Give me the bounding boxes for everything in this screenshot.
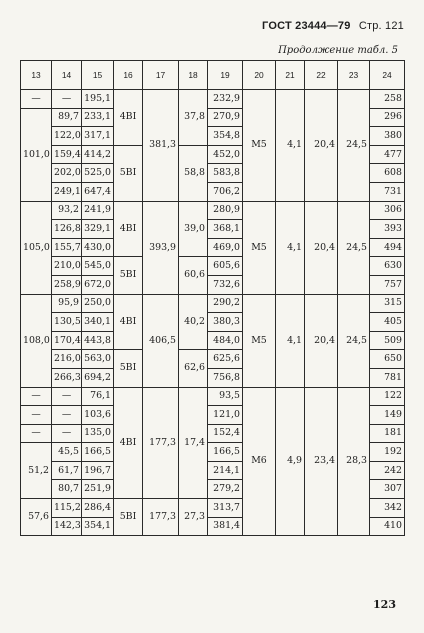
cell-col19: 152,4 [208,424,243,443]
table-row [21,294,405,313]
cell-col13: 57,6 [21,499,52,536]
cell-col24: 307 [370,480,405,499]
col-header-19: 19 [208,61,243,90]
cell-col13: 51,2 [21,443,52,499]
cell-col24: 380 [370,127,405,146]
cell-col24: 781 [370,368,405,387]
cell-col14: 159,4 [52,145,82,164]
cell-col14: 122,0 [52,127,82,146]
data-table-wrap [20,60,404,536]
cell-col16: 5BI [114,350,143,387]
cell-col18: 17,4 [179,387,208,499]
col-header-17: 17 [143,61,179,90]
cell-col14: 61,7 [52,461,82,480]
cell-col21: 4,9 [276,387,305,536]
cell-col18: 60,6 [179,257,208,294]
cell-col14: 170,4 [52,331,82,350]
cell-col13: — [21,406,52,425]
cell-col20: M6 [243,387,276,536]
cell-col24: 731 [370,182,405,201]
cell-col24: 393 [370,220,405,239]
cell-col18: 40,2 [179,294,208,350]
cell-col14: 210,0 [52,257,82,276]
col-header-18: 18 [179,61,208,90]
page-number: 123 [373,598,396,611]
cell-col14: 45,5 [52,443,82,462]
cell-col13: — [21,387,52,406]
table-body [21,90,405,536]
cell-col14: — [52,90,82,109]
data-table [20,60,405,536]
cell-col24: 242 [370,461,405,480]
cell-col15: 103,6 [82,406,114,425]
table-row [21,387,405,406]
cell-col19: 605,6 [208,257,243,276]
cell-col19: 756,8 [208,368,243,387]
cell-col13: — [21,424,52,443]
cell-col15: 340,1 [82,313,114,332]
cell-col14: 216,0 [52,350,82,369]
cell-col22: 23,4 [305,387,338,536]
cell-col16: 4BI [114,294,143,350]
cell-col15: 135,0 [82,424,114,443]
cell-col17: 406,5 [143,294,179,387]
cell-col14: 126,8 [52,220,82,239]
cell-col24: 258 [370,90,405,109]
col-header-13: 13 [21,61,52,90]
cell-col19: 625,6 [208,350,243,369]
cell-col15: 414,2 [82,145,114,164]
cell-col22: 20,4 [305,294,338,387]
cell-col21: 4,1 [276,201,305,294]
cell-col24: 608 [370,164,405,183]
cell-col15: 443,8 [82,331,114,350]
cell-col15: 166,5 [82,443,114,462]
standard-number: ГОСТ 23444—79 [262,20,351,32]
cell-col13: 101,0 [21,108,52,201]
col-header-20: 20 [243,61,276,90]
cell-col15: 525,0 [82,164,114,183]
cell-col24: 477 [370,145,405,164]
cell-col23: 24,5 [338,294,370,387]
cell-col15: 241,9 [82,201,114,220]
cell-col17: 177,3 [143,499,179,536]
cell-col14: — [52,424,82,443]
cell-col21: 4,1 [276,294,305,387]
cell-col19: 381,4 [208,517,243,536]
cell-col13: 105,0 [21,201,52,294]
cell-col19: 166,5 [208,443,243,462]
cell-col20: M5 [243,201,276,294]
col-header-23: 23 [338,61,370,90]
cell-col24: 181 [370,424,405,443]
cell-col14: 115,2 [52,499,82,518]
cell-col23: 24,5 [338,90,370,202]
table-header [21,61,405,90]
cell-col18: 27,3 [179,499,208,536]
cell-col15: 430,0 [82,238,114,257]
table-row [21,201,405,220]
cell-col24: 757 [370,275,405,294]
cell-col14: 258,9 [52,275,82,294]
cell-col24: 630 [370,257,405,276]
cell-col19: 290,2 [208,294,243,313]
cell-col14: — [52,387,82,406]
cell-col19: 121,0 [208,406,243,425]
cell-col19: 280,9 [208,201,243,220]
cell-col15: 76,1 [82,387,114,406]
cell-col24: 410 [370,517,405,536]
cell-col18: 58,8 [179,145,208,201]
cell-col15: 672,0 [82,275,114,294]
cell-col21: 4,1 [276,90,305,202]
cell-col14: 89,7 [52,108,82,127]
cell-col14: 142,3 [52,517,82,536]
cell-col14: — [52,406,82,425]
cell-col24: 650 [370,350,405,369]
cell-col22: 20,4 [305,201,338,294]
cell-col22: 20,4 [305,90,338,202]
cell-col19: 732,6 [208,275,243,294]
table-continuation-caption: Продолжение табл. 5 [278,45,398,56]
page-label: Стр. 121 [358,20,404,32]
cell-col14: 95,9 [52,294,82,313]
cell-col19: 354,8 [208,127,243,146]
cell-col17: 393,9 [143,201,179,294]
cell-col18: 62,6 [179,350,208,387]
cell-col19: 232,9 [208,90,243,109]
cell-col19: 484,0 [208,331,243,350]
page-header [262,20,404,32]
cell-col15: 563,0 [82,350,114,369]
cell-col18: 37,8 [179,90,208,146]
cell-col19: 93,5 [208,387,243,406]
cell-col15: 251,9 [82,480,114,499]
cell-col18: 39,0 [179,201,208,257]
cell-col15: 354,1 [82,517,114,536]
cell-col16: 5BI [114,145,143,201]
cell-col24: 342 [370,499,405,518]
cell-col14: 80,7 [52,480,82,499]
cell-col16: 4BI [114,387,143,499]
cell-col24: 405 [370,313,405,332]
cell-col15: 329,1 [82,220,114,239]
cell-col16: 4BI [114,201,143,257]
cell-col23: 28,3 [338,387,370,536]
cell-col19: 313,7 [208,499,243,518]
cell-col14: 155,7 [52,238,82,257]
cell-col15: 694,2 [82,368,114,387]
cell-col19: 583,8 [208,164,243,183]
col-header-16: 16 [114,61,143,90]
cell-col17: 381,3 [143,90,179,202]
cell-col19: 452,0 [208,145,243,164]
cell-col15: 233,1 [82,108,114,127]
cell-col24: 509 [370,331,405,350]
cell-col19: 706,2 [208,182,243,201]
cell-col24: 296 [370,108,405,127]
cell-col15: 195,1 [82,90,114,109]
cell-col24: 494 [370,238,405,257]
cell-col19: 380,3 [208,313,243,332]
header-row [21,61,405,90]
cell-col19: 270,9 [208,108,243,127]
cell-col15: 317,1 [82,127,114,146]
col-header-24: 24 [370,61,405,90]
cell-col24: 122 [370,387,405,406]
cell-col19: 469,0 [208,238,243,257]
table-row [21,90,405,109]
cell-col13: — [21,90,52,109]
col-header-22: 22 [305,61,338,90]
col-header-14: 14 [52,61,82,90]
cell-col16: 5BI [114,499,143,536]
cell-col16: 5BI [114,257,143,294]
cell-col16: 4BI [114,90,143,146]
col-header-15: 15 [82,61,114,90]
cell-col15: 647,4 [82,182,114,201]
cell-col14: 93,2 [52,201,82,220]
cell-col19: 279,2 [208,480,243,499]
cell-col13: 108,0 [21,294,52,387]
col-header-21: 21 [276,61,305,90]
cell-col14: 202,0 [52,164,82,183]
cell-col24: 149 [370,406,405,425]
cell-col15: 286,4 [82,499,114,518]
cell-col14: 266,3 [52,368,82,387]
cell-col14: 249,1 [52,182,82,201]
cell-col15: 250,0 [82,294,114,313]
cell-col19: 214,1 [208,461,243,480]
cell-col20: M5 [243,90,276,202]
cell-col17: 177,3 [143,387,179,499]
cell-col15: 545,0 [82,257,114,276]
cell-col19: 368,1 [208,220,243,239]
cell-col15: 196,7 [82,461,114,480]
cell-col23: 24,5 [338,201,370,294]
cell-col24: 306 [370,201,405,220]
cell-col24: 192 [370,443,405,462]
cell-col20: M5 [243,294,276,387]
cell-col14: 130,5 [52,313,82,332]
cell-col24: 315 [370,294,405,313]
